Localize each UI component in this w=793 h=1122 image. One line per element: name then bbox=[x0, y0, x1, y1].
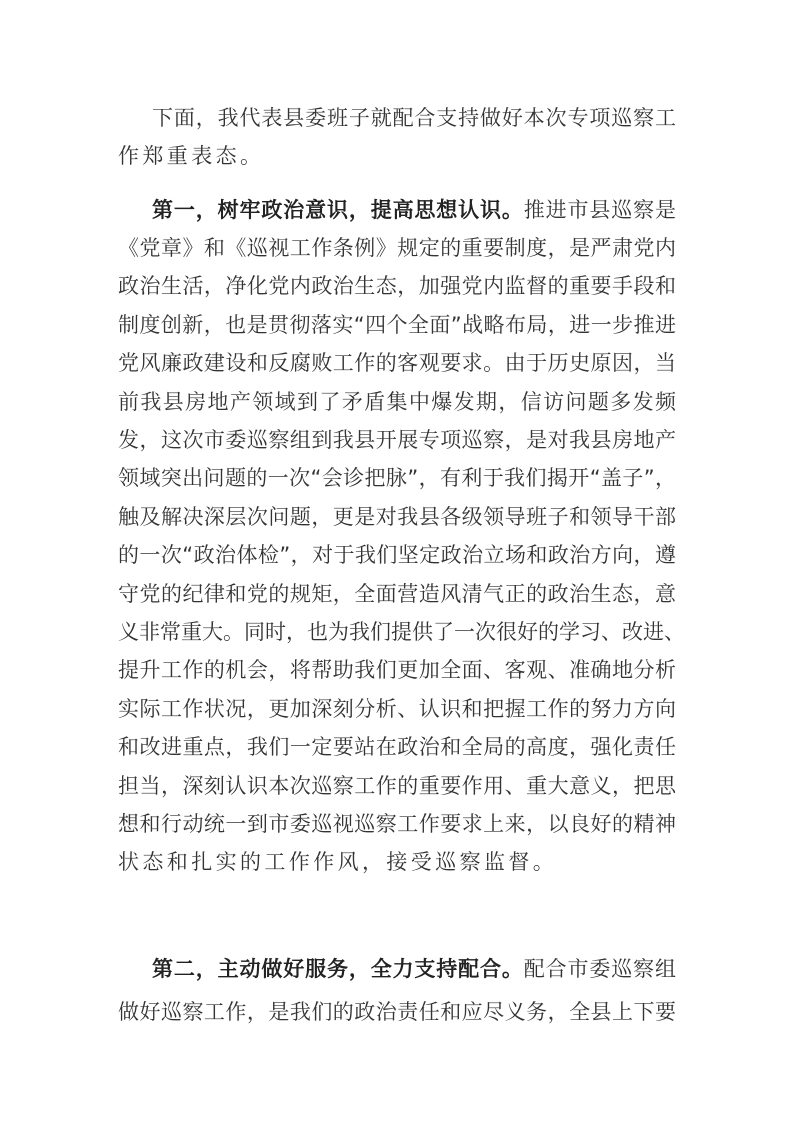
paragraph-2-line: 担当，深刻认识本次巡察工作的重要作用、重大意义，把思 bbox=[118, 773, 676, 798]
paragraph-2-line: 发，这次市委巡察组到我县开展专项巡察，是对我县房地产 bbox=[118, 428, 676, 452]
paragraph-2-line: 《党章》和《巡视工作条例》规定的重要制度，是严肃党内 bbox=[118, 236, 676, 260]
paragraph-2-lead: 第一，树牢政治意识，提高思想认识。 bbox=[152, 198, 524, 222]
paragraph-3-line-2: 做好巡察工作，是我们的政治责任和应尽义务，全县上下要 bbox=[118, 1000, 676, 1024]
paragraph-3-first-rest: 配合市委巡察组 bbox=[523, 957, 676, 981]
paragraph-2-line: 领域突出问题的一次“会诊把脉”，有利于我们揭开“盖子”， bbox=[118, 466, 676, 491]
paragraph-2-line: 和改进重点，我们一定要站在政治和全局的高度，强化责任 bbox=[118, 735, 676, 760]
paragraph-2-line: 提升工作的机会，将帮助我们更加全面、客观、准确地分析 bbox=[118, 658, 676, 683]
paragraph-2-line: 想和行动统一到市委巡视巡察工作要求上来，以良好的精神 bbox=[118, 812, 676, 836]
paragraph-1-line-1: 下面，我代表县委班子就配合支持做好本次专项巡察工 bbox=[152, 106, 676, 130]
paragraph-2-line: 状态和扎实的工作作风，接受巡察监督。 bbox=[118, 850, 558, 875]
paragraph-2-line: 前我县房地产领域到了矛盾集中爆发期，信访问题多发频 bbox=[118, 389, 676, 414]
paragraph-3-line-1 bbox=[152, 954, 676, 984]
paragraph-2-line: 党风廉政建设和反腐败工作的客观要求。由于历史原因，当 bbox=[118, 351, 676, 376]
paragraph-1-line-2: 作郑重表态。 bbox=[118, 144, 265, 168]
paragraph-2-line: 政治生活，净化党内政治生态，加强党内监督的重要手段和 bbox=[118, 274, 676, 299]
paragraph-2-line: 守党的纪律和党的规矩，全面营造风清气正的政治生态，意 bbox=[118, 581, 676, 606]
paragraph-2-line: 制度创新，也是贯彻落实“四个全面”战略布局，进一步推进 bbox=[118, 312, 676, 337]
paragraph-2-line: 触及解决深层次问题，更是对我县各级领导班子和领导干部 bbox=[118, 504, 676, 529]
paragraph-2-line: 的一次“政治体检”，对于我们坚定政治立场和政治方向，遵 bbox=[118, 543, 676, 568]
paragraph-3-lead: 第二，主动做好服务，全力支持配合。 bbox=[152, 957, 524, 981]
paragraph-2-line: 实际工作状况，更加深刻分析、认识和把握工作的努力方向 bbox=[118, 696, 676, 721]
paragraph-2-first-rest: 推进市县巡察是 bbox=[523, 198, 676, 222]
paragraph-2-line-1 bbox=[152, 195, 676, 225]
paragraph-2-line: 义非常重大。同时，也为我们提供了一次很好的学习、改进、 bbox=[118, 620, 685, 644]
